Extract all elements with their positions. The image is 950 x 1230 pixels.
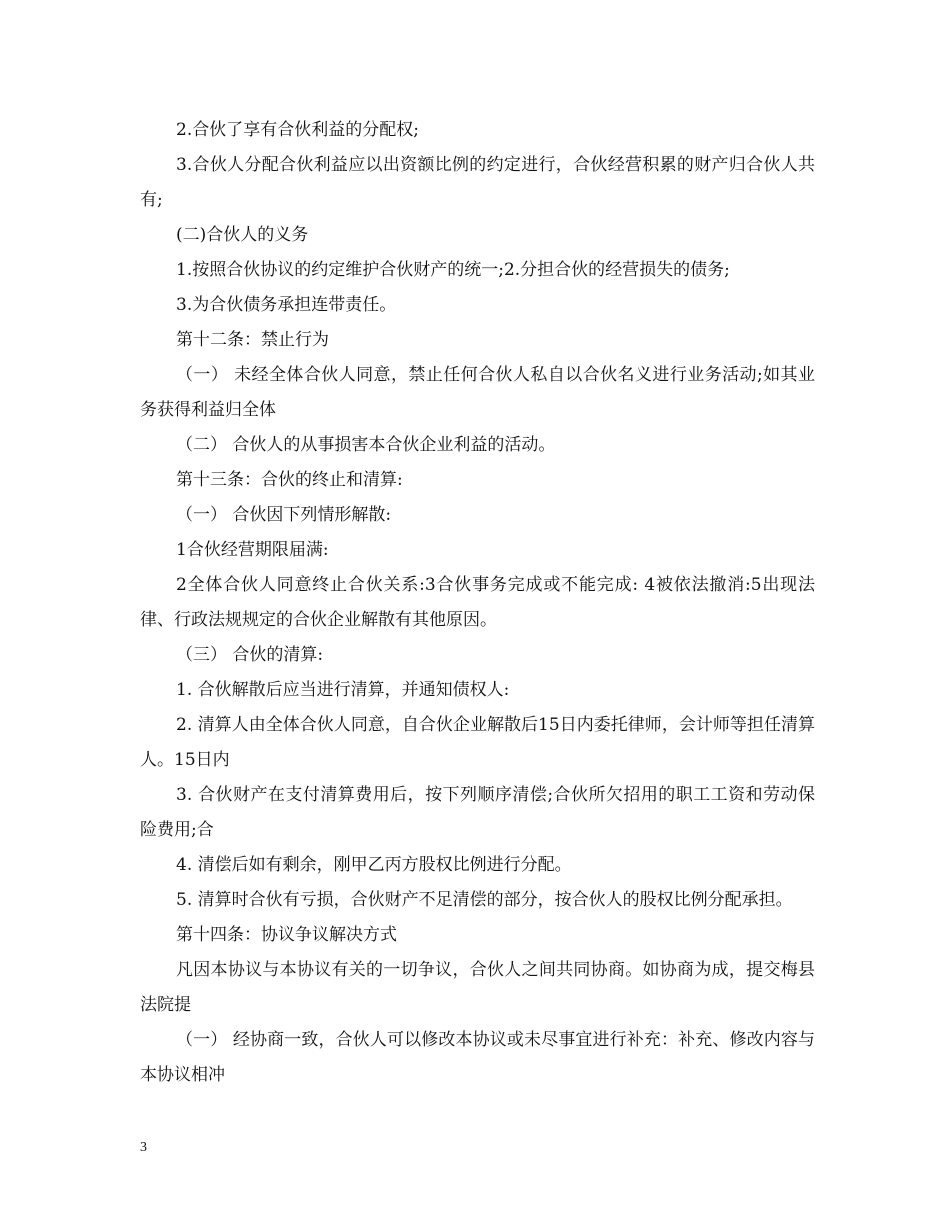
paragraph: 1. 合伙解散后应当进行清算，并通知债权人: [176, 680, 510, 700]
page-number: 3 [140, 1140, 147, 1155]
paragraph: 2.合伙了享有合伙利益的分配权; [176, 120, 419, 140]
document-body [140, 113, 815, 1093]
paragraph: 2. 清算人由全体合伙人同意，自合伙企业解散后15日内委托律师，会计师等担任清算人。15日内 [140, 715, 815, 770]
paragraph: 3.合伙人分配合伙利益应以出资额比例的约定进行，合伙经营积累的财产归合伙人共有; [140, 155, 815, 210]
paragraph: 4. 清偿后如有剩余，刚甲乙丙方股权比例进行分配。 [176, 855, 572, 875]
paragraph: 凡因本协议与本协议有关的一切争议，合伙人之间共同协商。如协商为成，提交梅县法院提 [140, 960, 815, 1015]
article-heading: 第十四条：协议争议解决方式 [176, 925, 397, 945]
paragraph: （二） 合伙人的从事损害本合伙企业利益的活动。 [176, 435, 556, 455]
paragraph: （一） 未经全体合伙人同意，禁止任何合伙人私自以合伙名义进行业务活动;如其业务获得利益归全体 [140, 365, 815, 420]
paragraph: 1合伙经营期限届满: [176, 540, 329, 560]
paragraph: 2全体合伙人同意终止合伙关系:3合伙事务完成或不能完成: 4被依法撤消:5出现法律、行政法规规定的合伙企业解散有其他原因。 [140, 575, 815, 630]
paragraph: 3. 合伙财产在支付清算费用后，按下列顺序清偿;合伙所欠招用的职工工资和劳动保险费用;合 [140, 785, 815, 840]
section-heading: (二)合伙人的义务 [176, 225, 309, 245]
article-heading: 第十二条：禁止行为 [176, 330, 329, 350]
paragraph: 1.按照合伙协议的约定维护合伙财产的统一;2.分担合伙的经营损失的债务; [176, 260, 730, 280]
paragraph: 5. 清算时合伙有亏损，合伙财产不足清偿的部分，按合伙人的股权比例分配承担。 [176, 890, 793, 910]
paragraph: （一） 经协商一致，合伙人可以修改本协议或未尽事宜进行补充：补充、修改内容与本协议相冲 [140, 1030, 815, 1085]
paragraph: 3.为合伙债务承担连带责任。 [176, 295, 397, 315]
article-heading: 第十三条：合伙的终止和清算: [176, 470, 403, 490]
paragraph: （一） 合伙因下列情形解散: [176, 505, 392, 525]
section-heading: （三） 合伙的清算: [176, 645, 324, 665]
